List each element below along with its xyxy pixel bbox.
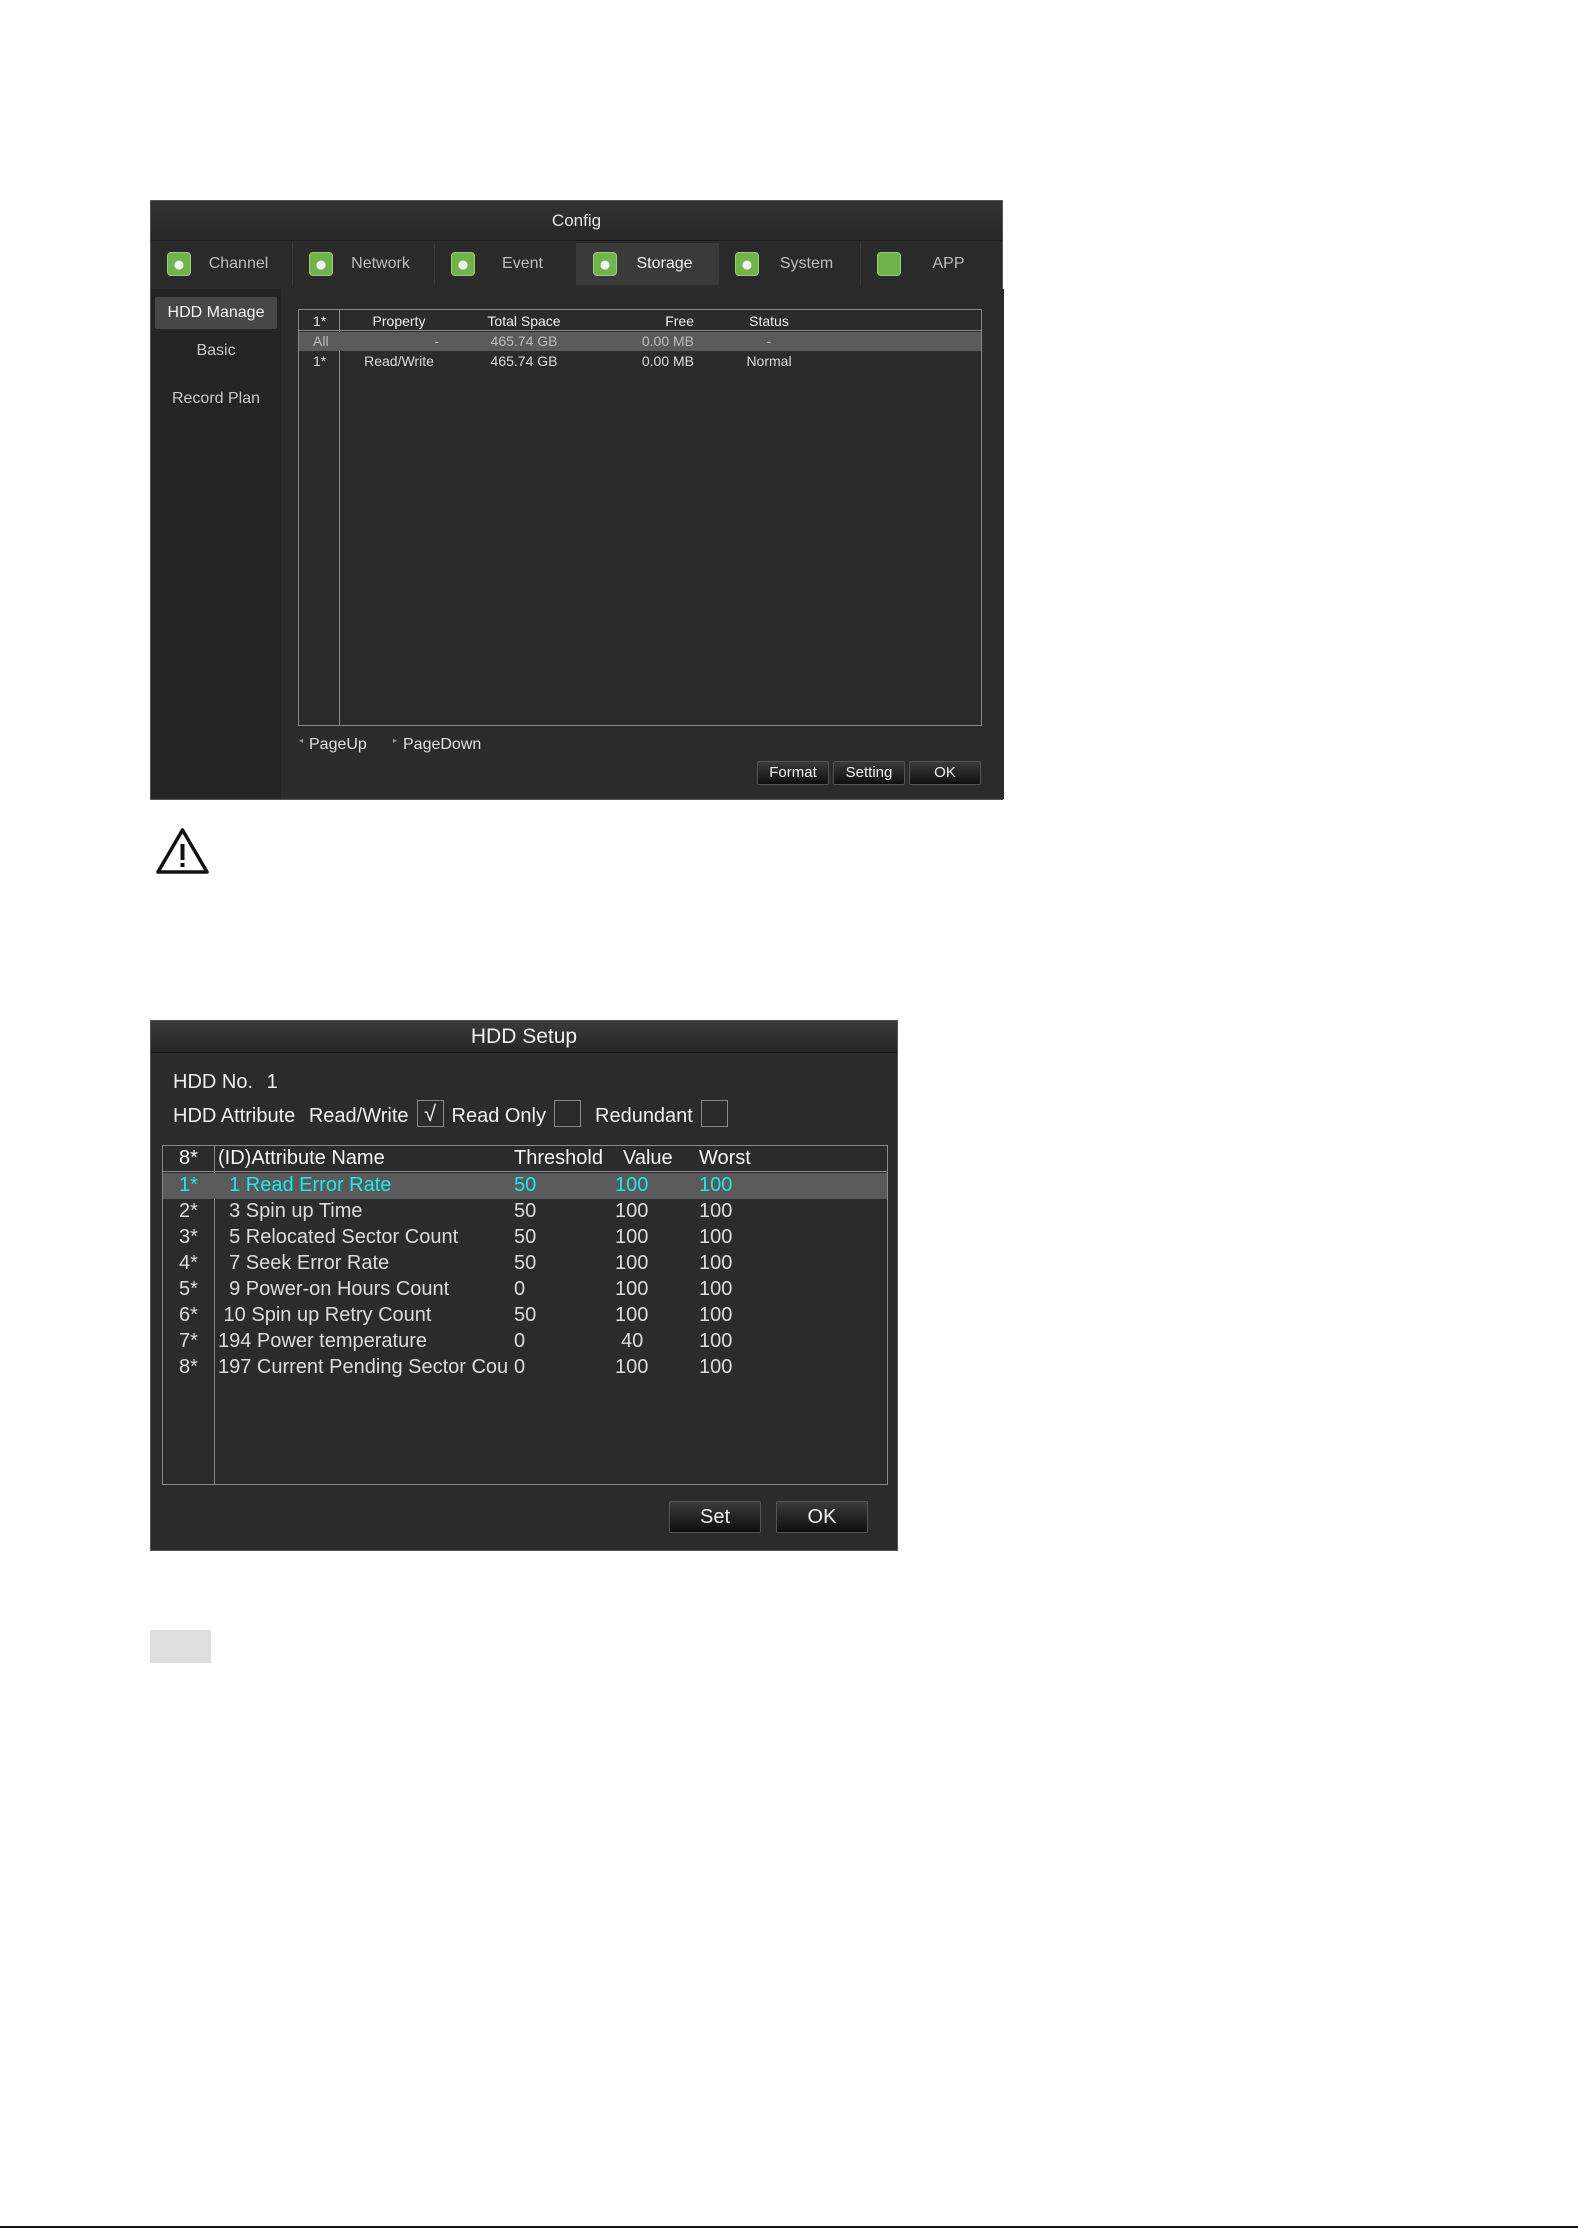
read-only-checkbox[interactable] (554, 1100, 581, 1127)
row-attribute-name: 7 Seek Error Rate (218, 1252, 390, 1274)
row-value: 100 (615, 1226, 649, 1248)
setting-button[interactable]: Setting (833, 761, 905, 785)
row-worst: 100 (699, 1330, 733, 1352)
row-threshold: 50 (514, 1174, 537, 1196)
network-icon (309, 252, 333, 276)
sidebar-item-record-plan[interactable]: Record Plan (171, 390, 261, 407)
row-attribute-name: 197 Current Pending Sector Cou (218, 1356, 509, 1378)
header-total-space: Total Space (487, 313, 561, 329)
row-index: 1* (179, 1174, 198, 1196)
ok-button[interactable]: OK (776, 1501, 868, 1533)
table-row[interactable] (163, 1251, 887, 1277)
page-up-label: PageUp (309, 736, 367, 753)
table-header (299, 312, 981, 331)
row-index: 5* (179, 1278, 198, 1300)
row-threshold: 50 (514, 1304, 537, 1326)
page-down-icon: ▸ (393, 736, 398, 745)
read-write-label: Read/Write (308, 1104, 409, 1127)
row-threshold: 0 (514, 1356, 526, 1378)
tab-app[interactable] (861, 243, 1002, 285)
page-down-label: PageDown (403, 736, 482, 753)
table-row[interactable] (163, 1303, 887, 1329)
table-row[interactable] (163, 1329, 887, 1355)
row-status: - (766, 333, 772, 349)
row-attribute-name: 5 Relocated Sector Count (218, 1226, 459, 1248)
row-threshold: 50 (514, 1200, 537, 1222)
sidebar-item-hdd-manage[interactable]: HDD Manage (155, 297, 277, 329)
row-index: 1* (313, 353, 327, 369)
row-threshold: 0 (514, 1278, 526, 1300)
hdd-number-line (173, 1071, 278, 1094)
redundant-label: Redundant (595, 1104, 693, 1127)
row-index: 3* (179, 1226, 198, 1248)
table-row[interactable] (163, 1225, 887, 1251)
row-worst: 100 (699, 1252, 733, 1274)
tab-label: System (779, 255, 834, 272)
row-total-space: 465.74 GB (490, 353, 558, 369)
row-index: 7* (179, 1330, 198, 1352)
column-divider (339, 310, 340, 725)
row-attribute-name: 3 Spin up Time (218, 1200, 363, 1222)
row-total-space: 465.74 GB (490, 333, 558, 349)
row-index: 2* (179, 1200, 198, 1222)
hdd-manage-panel (281, 289, 1004, 799)
row-attribute-name: 1 Read Error Rate (218, 1174, 392, 1196)
tab-event[interactable] (435, 243, 577, 285)
app-icon (877, 252, 901, 276)
channel-icon (167, 252, 191, 276)
config-tab-bar (151, 243, 1002, 285)
table-row[interactable] (163, 1355, 887, 1381)
row-worst: 100 (699, 1200, 733, 1222)
row-value: 100 (615, 1304, 649, 1326)
row-value: 100 (615, 1200, 649, 1222)
page-up-icon: ◂ (299, 736, 304, 745)
table-row[interactable] (299, 352, 981, 371)
row-index: 8* (179, 1356, 198, 1378)
tab-network[interactable] (293, 243, 435, 285)
header-worst: Worst (699, 1147, 751, 1169)
row-status: Normal (746, 353, 792, 369)
row-free: 0.00 MB (641, 333, 694, 349)
hdd-number-label: HDD No. (173, 1071, 254, 1093)
hdd-setup-window (150, 1020, 898, 1551)
tab-label: Storage (636, 255, 693, 272)
row-threshold: 50 (514, 1252, 537, 1274)
tab-label: Channel (208, 255, 269, 272)
table-row[interactable] (163, 1277, 887, 1303)
system-icon (735, 252, 759, 276)
row-value: 40 (621, 1330, 644, 1352)
row-index: 6* (179, 1304, 198, 1326)
page-bottom-rule (0, 2226, 1578, 2228)
config-title: Config (151, 201, 1002, 241)
redundant-checkbox[interactable] (701, 1100, 728, 1127)
ok-button[interactable]: OK (909, 761, 981, 785)
row-value: 100 (615, 1252, 649, 1274)
hdd-setup-title: HDD Setup (151, 1021, 897, 1053)
tab-system[interactable] (719, 243, 861, 285)
storage-icon (593, 252, 617, 276)
row-worst: 100 (699, 1356, 733, 1378)
page-down-link[interactable] (393, 736, 481, 754)
tab-label: Event (502, 255, 543, 272)
table-row[interactable] (163, 1173, 887, 1199)
read-only-label: Read Only (451, 1104, 546, 1127)
event-icon (451, 252, 475, 276)
header-index: 1* (313, 313, 327, 329)
format-button[interactable]: Format (757, 761, 829, 785)
row-attribute-name: 10 Spin up Retry Count (218, 1304, 432, 1326)
row-attribute-name: 194 Power temperature (218, 1330, 428, 1352)
row-worst: 100 (699, 1226, 733, 1248)
header-free: Free (665, 313, 694, 329)
row-index: 4* (179, 1252, 198, 1274)
row-worst: 100 (699, 1304, 733, 1326)
row-threshold: 50 (514, 1226, 537, 1248)
row-index: All (313, 333, 329, 349)
row-worst: 100 (699, 1278, 733, 1300)
table-row[interactable] (163, 1199, 887, 1225)
header-status: Status (749, 313, 789, 329)
tab-label: Network (351, 255, 410, 272)
row-value: 100 (615, 1356, 649, 1378)
page-up-link[interactable] (299, 736, 367, 754)
hdd-number-value: 1 (266, 1071, 278, 1093)
tab-channel[interactable] (151, 243, 293, 285)
header-threshold: Threshold (514, 1147, 603, 1169)
config-window (150, 200, 1003, 800)
table-row[interactable] (299, 332, 981, 351)
hdd-attribute-label: HDD Attribute (173, 1104, 296, 1127)
gray-highlight-box (150, 1630, 211, 1663)
hdd-table (298, 309, 982, 726)
header-property: Property (372, 313, 426, 329)
row-value: 100 (615, 1278, 649, 1300)
tab-label: APP (932, 255, 965, 272)
row-worst: 100 (699, 1174, 733, 1196)
header-attribute-name: (ID)Attribute Name (218, 1147, 385, 1169)
read-write-checkbox[interactable] (417, 1100, 444, 1127)
header-index: 8* (179, 1147, 198, 1169)
row-attribute-name: 9 Power-on Hours Count (218, 1278, 450, 1300)
config-sidebar (151, 289, 281, 799)
sidebar-item-basic[interactable]: Basic (196, 342, 236, 359)
warning-icon (155, 827, 210, 875)
row-property: - (434, 333, 439, 349)
table-header (163, 1146, 887, 1172)
smart-attribute-table (162, 1145, 888, 1485)
row-threshold: 0 (514, 1330, 526, 1352)
hdd-attribute-line (173, 1103, 736, 1130)
checkmark-icon: √ (423, 1101, 437, 1126)
row-value: 100 (615, 1174, 649, 1196)
header-value: Value (623, 1147, 673, 1169)
tab-storage[interactable] (577, 243, 719, 285)
row-free: 0.00 MB (641, 353, 694, 369)
set-button[interactable]: Set (669, 1501, 761, 1533)
row-property: Read/Write (364, 353, 434, 369)
